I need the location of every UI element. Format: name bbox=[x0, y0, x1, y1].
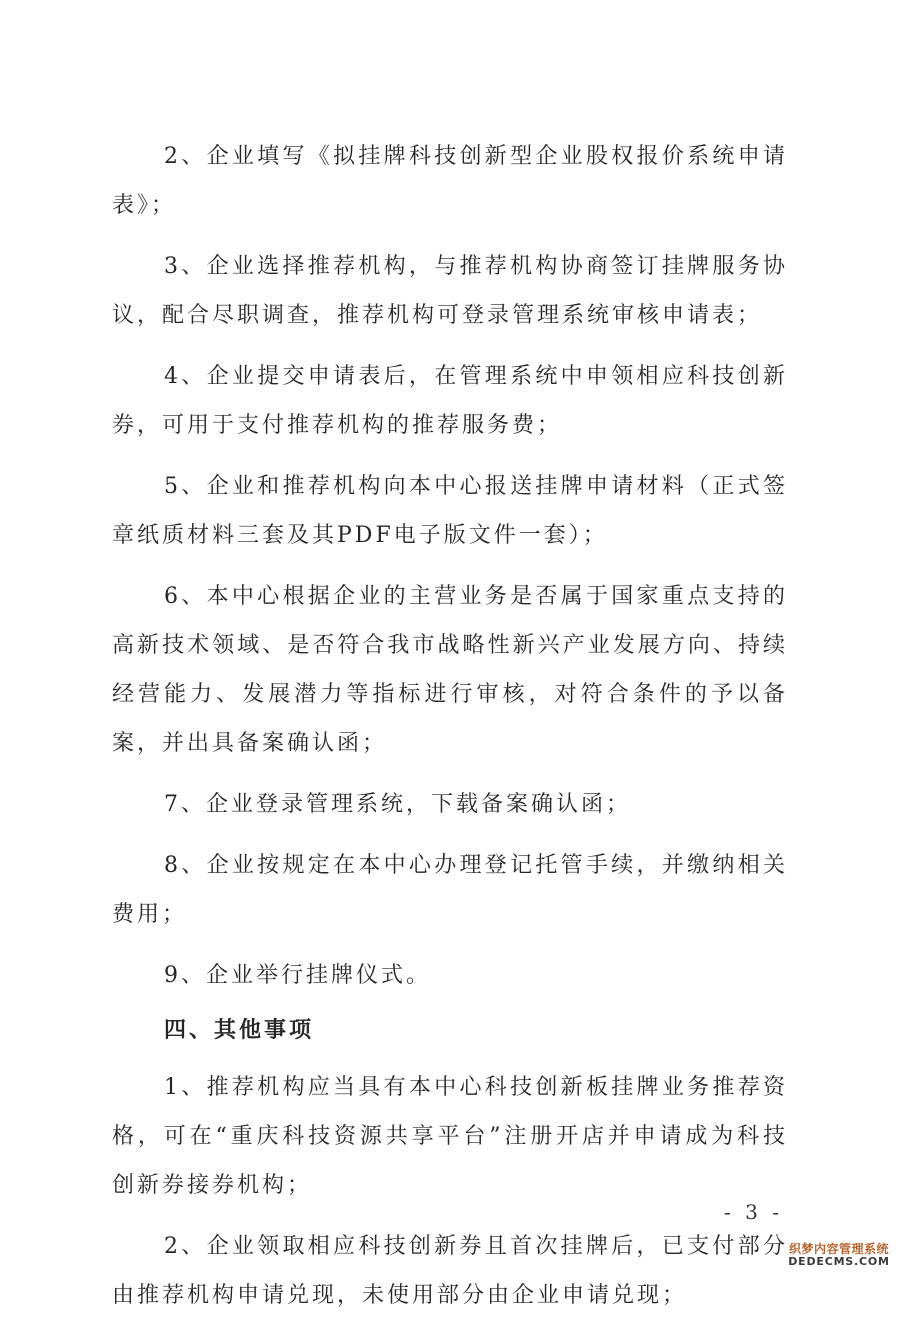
step-5-paragraph: 5、企业和推荐机构向本中心报送挂牌申请材料（正式签章纸质材料三套及其PDF电子版文件一套）； bbox=[112, 474, 788, 548]
step-3-paragraph: 3、企业选择推荐机构，与推荐机构协商签订挂牌服务协议，配合尽职调查，推荐机构可登录管理系统审核申请表； bbox=[112, 254, 788, 328]
step-9-paragraph: 9、企业举行挂牌仪式。 bbox=[164, 963, 431, 988]
other-matter-1-paragraph: 1、推荐机构应当具有本中心科技创新板挂牌业务推荐资格，可在“重庆科技资源共享平台”注册开店并申请成为科技创新券接券机构； bbox=[112, 1075, 788, 1198]
step-8-paragraph: 8、企业按规定在本中心办理登记托管手续，并缴纳相关费用； bbox=[112, 853, 788, 927]
watermark-line-1: 织梦内容管理系统 bbox=[788, 1241, 889, 1256]
step-4-paragraph: 4、企业提交申请表后，在管理系统中申领相应科技创新券，可用于支付推荐机构的推荐服务费； bbox=[112, 364, 788, 438]
step-6-paragraph: 6、本中心根据企业的主营业务是否属于国家重点支持的高新技术领域、是否符合我市战略性新兴产业发展方向、持续经营能力、发展潜力等指标进行审核，对符合条件的予以备案，并出具备案确认函； bbox=[112, 584, 788, 756]
document-body bbox=[112, 132, 788, 1332]
page-number: - 3 - bbox=[724, 1200, 783, 1224]
watermark-line-2: DEDECMS.COM bbox=[788, 1255, 890, 1269]
other-matter-2-paragraph: 2、企业领取相应科技创新券且首次挂牌后，已支付部分由推荐机构申请兑现，未使用部分由企业申请兑现； bbox=[112, 1234, 788, 1308]
step-2-paragraph: 2、企业填写《拟挂牌科技创新型企业股权报价系统申请表》； bbox=[112, 144, 788, 218]
site-watermark bbox=[783, 1243, 895, 1269]
section-heading-other-matters: 四、其他事项 bbox=[164, 1018, 315, 1043]
step-7-paragraph: 7、企业登录管理系统，下载备案确认函； bbox=[164, 792, 631, 817]
